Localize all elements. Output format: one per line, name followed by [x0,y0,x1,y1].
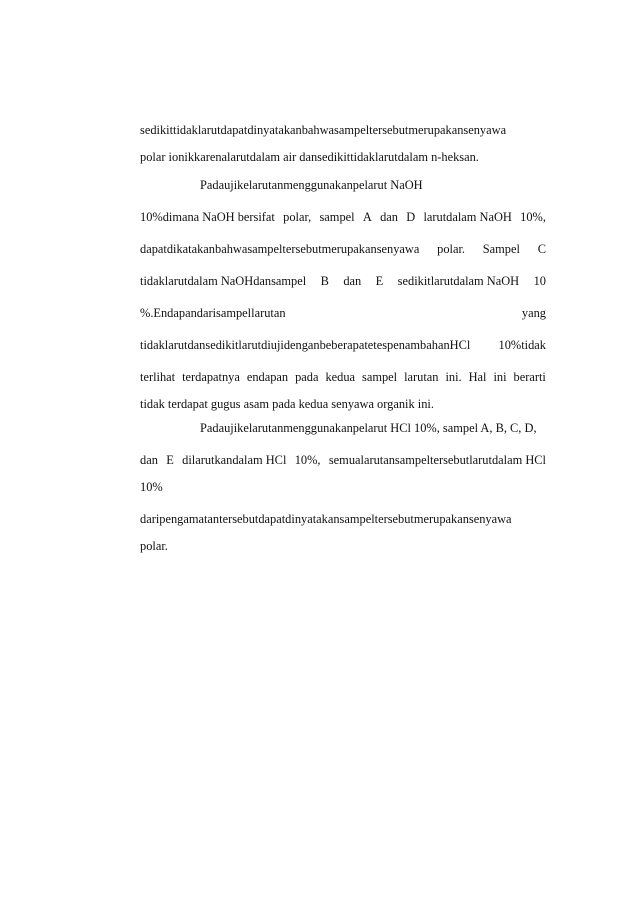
line-word: larutan [404,370,439,384]
line-word: larutdalam NaOH [423,210,512,224]
line-word: terdapatnya [182,370,240,384]
line-word: tidaklarutdansedikitlarutdiujidenganbeberapatetespenambahanHCl [140,338,471,352]
line-word: ini. [445,370,462,384]
paragraph-line-5 [140,241,546,257]
line-word: yang [521,306,546,320]
line-word: %.Endapandarisampellarutan [140,306,286,320]
line-word: ini [493,370,507,384]
line-word: 10%, [294,453,321,467]
line-word: 10%tidak [498,338,546,352]
paragraph-line-6 [140,273,546,289]
line-word: Sampel [482,242,520,256]
line-word: sampel [362,370,398,384]
line-word: semualarutansampeltersebutlarutdalam HCl [328,453,546,467]
line-word: tidaklarutdalam NaOHdansampel [140,274,307,288]
line-word: polar, [283,210,312,224]
paragraph-line-11-indented: Padaujikelarutanmenggunakanpelarut HCl 10%, sampel A, B, C, D, [200,421,537,435]
line-word: A [362,210,372,224]
line-word: D [406,210,416,224]
line-word: dan [343,274,362,288]
line-word: terlihat [140,370,176,384]
line-word: pada [295,370,319,384]
line-word: endapan [246,370,289,384]
paragraph-line-8 [140,337,546,353]
paragraph-line-7 [140,305,546,321]
line-word: 10 [533,274,546,288]
line-word: dan [380,210,398,224]
paragraph-line-12 [140,452,546,468]
line-word: polar. [437,242,465,256]
paragraph-line-4 [140,209,546,225]
line-word: dilarutkandalam HCl [182,453,287,467]
paragraph-line-15: polar. [140,539,168,553]
line-word: sampel [319,210,355,224]
line-word: dapatdikatakanbahwasampeltersebutmerupakansenyawa [140,242,420,256]
line-word: kedua [325,370,356,384]
line-word: dan [140,453,158,467]
line-word: 10%dimana NaOH bersifat [140,210,275,224]
line-word: B [320,274,329,288]
line-word: 10%, [520,210,546,224]
line-word: E [166,453,174,467]
paragraph-line-10: tidak terdapat gugus asam pada kedua senyawa organik ini. [140,397,434,411]
line-word: sedikitlarutdalam NaOH [397,274,520,288]
paragraph-line-13: 10% [140,480,163,494]
paragraph-line-3-indented: Padaujikelarutanmenggunakanpelarut NaOH [200,178,423,192]
paragraph-line-14: daripengamatantersebutdapatdinyatakansampeltersebutmerupakansenyawa [140,512,512,526]
paragraph-line-9 [140,369,546,385]
line-word: Hal [468,370,487,384]
line-word: C [537,242,546,256]
line-word: E [375,274,384,288]
paragraph-line-2: polar ionikkarenalarutdalam air dansedikittidaklarutdalam n-heksan. [140,150,479,164]
paragraph-line-1: sedikittidaklarutdapatdinyatakanbahwasampeltersebutmerupakansenyawa [140,123,507,137]
line-word: berarti [513,370,546,384]
